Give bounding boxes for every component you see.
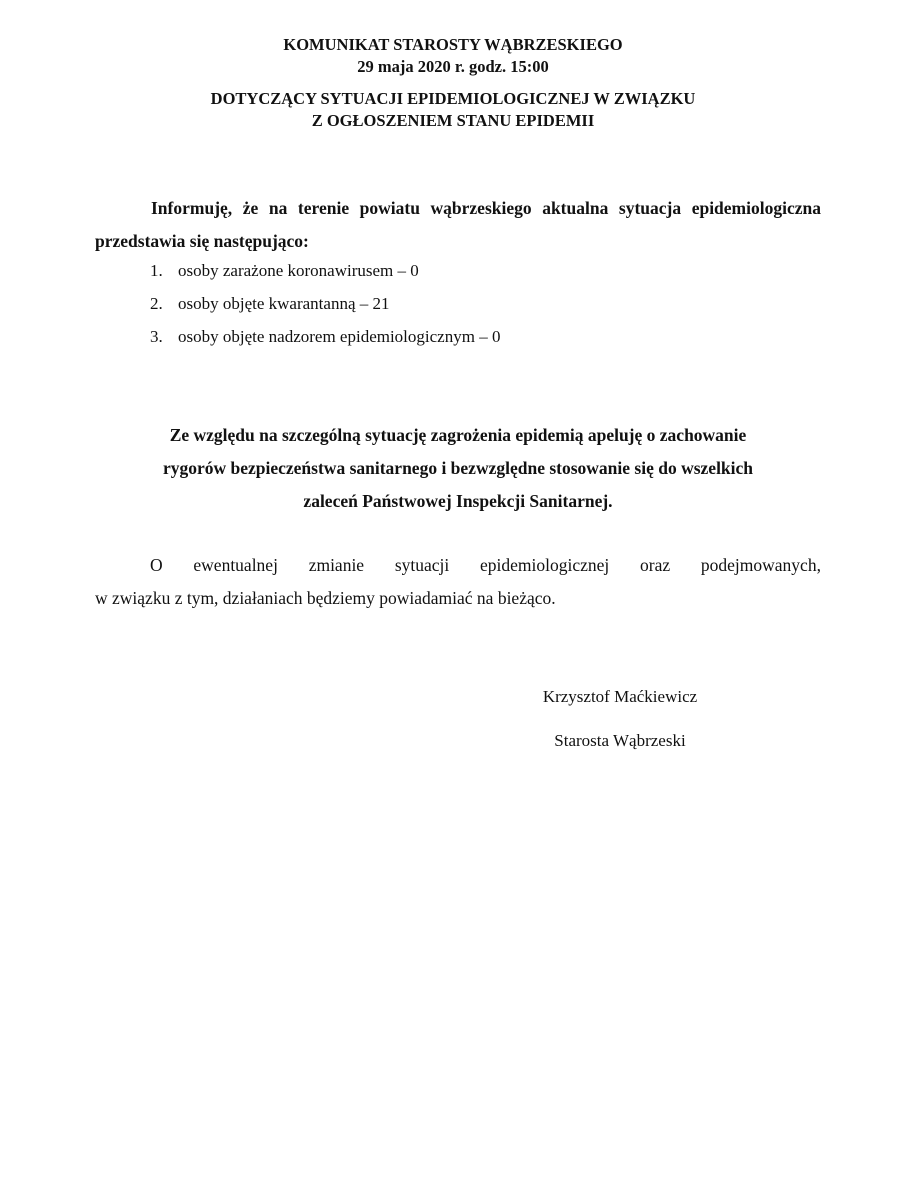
notice-line — [95, 549, 821, 582]
list-item — [150, 320, 800, 353]
announcement-title: KOMUNIKAT STAROSTY WĄBRZESKIEGO — [283, 35, 623, 54]
notice-word: oraz — [640, 555, 671, 575]
list-item-text: osoby objęte nadzorem epidemiologicznym – 0 — [178, 327, 501, 346]
appeal-line: zaleceń Państwowej Inspekcji Sanitarnej. — [303, 491, 613, 511]
list-item — [150, 254, 800, 287]
list-item-text: osoby zarażone koronawirusem – 0 — [178, 261, 419, 280]
intro-paragraph: Informuję, że na terenie powiatu wąbrzeskiego aktualna sytuacja epidemiologiczna przedstawia się następująco: — [95, 198, 821, 251]
notice-word: zmianie — [308, 555, 365, 575]
list-item-text: osoby objęte kwarantanną – 21 — [178, 294, 390, 313]
notice-word: ewentualnej — [193, 555, 278, 575]
notice-line: w związku z tym, działaniach będziemy powiadamiać na bieżąco. — [95, 588, 556, 608]
appeal-line: Ze względu na szczególną sytuację zagrożenia epidemią apeluję o zachowanie — [169, 425, 747, 445]
appeal-paragraph — [95, 419, 821, 518]
statistics-list — [150, 254, 800, 353]
signatory-name: Krzysztof Maćkiewicz — [542, 687, 698, 706]
list-item-number: 2. — [150, 294, 163, 313]
announcement-subject-line-1: DOTYCZĄCY SYTUACJI EPIDEMIOLOGICZNEJ W ZWIĄZKU — [210, 89, 696, 108]
announcement-date: 29 maja 2020 r. godz. 15:00 — [357, 57, 549, 76]
notice-word: sytuacji — [394, 555, 450, 575]
notice-paragraph — [95, 549, 821, 615]
notice-word: epidemiologicznej — [480, 555, 610, 575]
appeal-line: rygorów bezpieczeństwa sanitarnego i bezwzględne stosowanie się do wszelkich — [162, 458, 754, 478]
list-item-number: 1. — [150, 261, 163, 280]
announcement-subject-line-2: Z OGŁOSZENIEM STANU EPIDEMII — [311, 111, 595, 130]
notice-word: podejmowanych, — [700, 555, 821, 575]
list-item-number: 3. — [150, 327, 163, 346]
signatory-title: Starosta Wąbrzeski — [554, 731, 686, 750]
list-item — [150, 287, 800, 320]
notice-word: O — [150, 555, 163, 575]
